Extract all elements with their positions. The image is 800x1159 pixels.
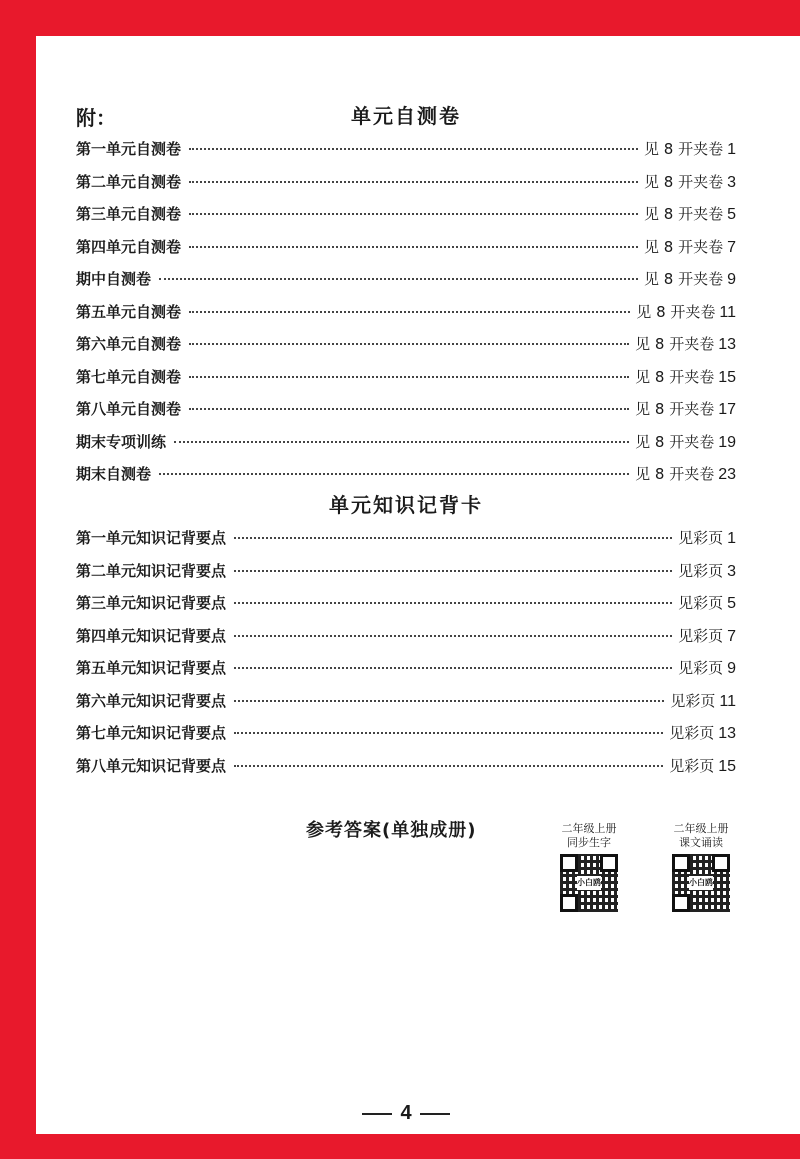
toc-label: 第五单元知识记背要点 [76, 659, 227, 677]
qr-logo-label: 小白鸥 [689, 876, 713, 890]
toc-self-tests [76, 133, 736, 491]
toc-page-number: 13 [718, 336, 736, 353]
toc-row[interactable] [76, 750, 736, 783]
toc-row[interactable] [76, 685, 736, 718]
toc-ref: 见彩页 [678, 561, 724, 580]
toc-row[interactable] [76, 458, 736, 491]
appendix-label: 附： [76, 106, 116, 130]
leader-dots [189, 408, 629, 410]
leader-dots [234, 700, 664, 702]
leader-dots [234, 570, 672, 572]
toc-ref: 见彩页 [669, 756, 715, 775]
leader-dots [189, 213, 638, 215]
toc-row[interactable] [76, 717, 736, 750]
toc-page-number: 11 [719, 303, 736, 321]
leader-dots [189, 376, 629, 378]
toc-ref: 见 8 开夹卷 [635, 335, 715, 353]
qr-block-recitation [666, 822, 736, 912]
dash-left [362, 1113, 392, 1115]
answers-label: 参考答案(单独成册) [306, 820, 477, 841]
qr-code-icon[interactable] [560, 854, 618, 912]
toc-page-number: 17 [718, 401, 736, 418]
toc-page-number: 9 [727, 660, 736, 677]
toc-row[interactable] [76, 328, 736, 361]
page-number-text: 4 [400, 1102, 412, 1124]
toc-page-number: 5 [727, 595, 736, 612]
toc-row[interactable] [76, 296, 736, 329]
toc-page-number: 19 [718, 433, 736, 451]
toc-ref: 见 8 开夹卷 [635, 400, 715, 418]
leader-dots [189, 181, 638, 183]
qr-finder-icon [672, 894, 690, 912]
toc-ref: 见彩页 [678, 659, 724, 677]
toc-ref: 见彩页 [670, 691, 716, 710]
qr-caption-line2: 同步生字 [567, 836, 611, 849]
leader-dots [234, 667, 672, 669]
leader-dots [234, 537, 672, 539]
toc-ref: 见 8 开夹卷 [644, 270, 724, 288]
qr-finder-icon [560, 894, 578, 912]
leader-dots [159, 278, 638, 280]
toc-ref: 见 8 开夹卷 [644, 237, 724, 256]
toc-ref: 见彩页 [678, 529, 724, 547]
toc-page-number: 7 [727, 627, 736, 645]
toc-row[interactable] [76, 198, 736, 231]
toc-label: 第三单元自测卷 [76, 205, 182, 223]
toc-ref: 见 8 开夹卷 [635, 465, 715, 483]
qr-finder-icon [712, 854, 730, 872]
toc-label: 第二单元知识记背要点 [76, 561, 227, 580]
page-sheet [36, 36, 800, 1134]
leader-dots [234, 602, 672, 604]
toc-label: 期中自测卷 [76, 270, 152, 288]
toc-label: 第六单元自测卷 [76, 335, 182, 353]
toc-row[interactable] [76, 620, 736, 653]
toc-ref: 见 8 开夹卷 [635, 367, 715, 386]
toc-row[interactable] [76, 361, 736, 394]
qr-logo-label: 小白鸥 [577, 876, 601, 890]
toc-label: 第三单元知识记背要点 [76, 594, 227, 612]
leader-dots [234, 765, 663, 767]
toc-row[interactable] [76, 522, 736, 555]
toc-row[interactable] [76, 587, 736, 620]
qr-finder-icon [560, 854, 578, 872]
toc-page-number: 1 [727, 530, 736, 547]
toc-ref: 见彩页 [678, 594, 724, 612]
toc-ref: 见 8 开夹卷 [636, 302, 716, 321]
toc-row[interactable] [76, 133, 736, 166]
toc-row[interactable] [76, 166, 736, 199]
toc-label: 第一单元自测卷 [76, 140, 182, 158]
page-number [36, 1102, 776, 1125]
toc-page-number: 3 [727, 562, 736, 580]
toc-label: 第六单元知识记背要点 [76, 691, 227, 710]
leader-dots [189, 343, 629, 345]
toc-page-number: 7 [727, 238, 736, 256]
toc-page-number: 3 [727, 173, 736, 191]
leader-dots [174, 441, 629, 443]
toc-row[interactable] [76, 652, 736, 685]
qr-caption-line1: 二年级上册 [561, 822, 617, 835]
toc-label: 期末自测卷 [76, 465, 152, 483]
toc-ref: 见彩页 [678, 626, 724, 645]
toc-label: 期末专项训练 [76, 432, 167, 451]
section-title-self-tests: 单元自测卷 [351, 104, 461, 128]
qr-block-characters [554, 822, 624, 912]
toc-ref: 见 8 开夹卷 [644, 172, 724, 191]
toc-page-number: 1 [727, 141, 736, 158]
toc-row[interactable] [76, 393, 736, 426]
toc-label: 第一单元知识记背要点 [76, 529, 227, 547]
qr-code-icon[interactable] [672, 854, 730, 912]
toc-page-number: 23 [718, 466, 736, 483]
toc-label: 第七单元自测卷 [76, 367, 182, 386]
toc-page-number: 9 [727, 271, 736, 288]
toc-row[interactable] [76, 426, 736, 459]
toc-label: 第五单元自测卷 [76, 302, 182, 321]
toc-ref: 见 8 开夹卷 [644, 140, 724, 158]
toc-label: 第七单元知识记背要点 [76, 724, 227, 742]
toc-ref: 见 8 开夹卷 [635, 432, 715, 451]
leader-dots [234, 732, 663, 734]
dash-right [420, 1113, 450, 1115]
leader-dots [189, 148, 638, 150]
toc-label: 第二单元自测卷 [76, 172, 182, 191]
toc-label: 第八单元自测卷 [76, 400, 182, 418]
toc-page-number: 5 [727, 206, 736, 223]
leader-dots [234, 635, 672, 637]
toc-row[interactable] [76, 263, 736, 296]
qr-finder-icon [672, 854, 690, 872]
toc-knowledge-cards [76, 522, 736, 782]
toc-page-number: 15 [718, 368, 736, 386]
leader-dots [189, 246, 638, 248]
qr-caption-line2: 课文诵读 [679, 836, 723, 849]
toc-page-number: 15 [718, 757, 736, 775]
toc-row[interactable] [76, 231, 736, 264]
toc-ref: 见 8 开夹卷 [644, 205, 724, 223]
qr-caption-line1: 二年级上册 [673, 822, 729, 835]
section-title-knowledge-cards: 单元知识记背卡 [329, 493, 483, 517]
toc-page-number: 13 [718, 725, 736, 742]
toc-ref: 见彩页 [669, 724, 715, 742]
toc-label: 第四单元自测卷 [76, 237, 182, 256]
toc-row[interactable] [76, 555, 736, 588]
leader-dots [189, 311, 630, 313]
qr-finder-icon [600, 854, 618, 872]
toc-label: 第八单元知识记背要点 [76, 756, 227, 775]
toc-label: 第四单元知识记背要点 [76, 626, 227, 645]
toc-page-number: 11 [719, 692, 736, 710]
leader-dots [159, 473, 629, 475]
